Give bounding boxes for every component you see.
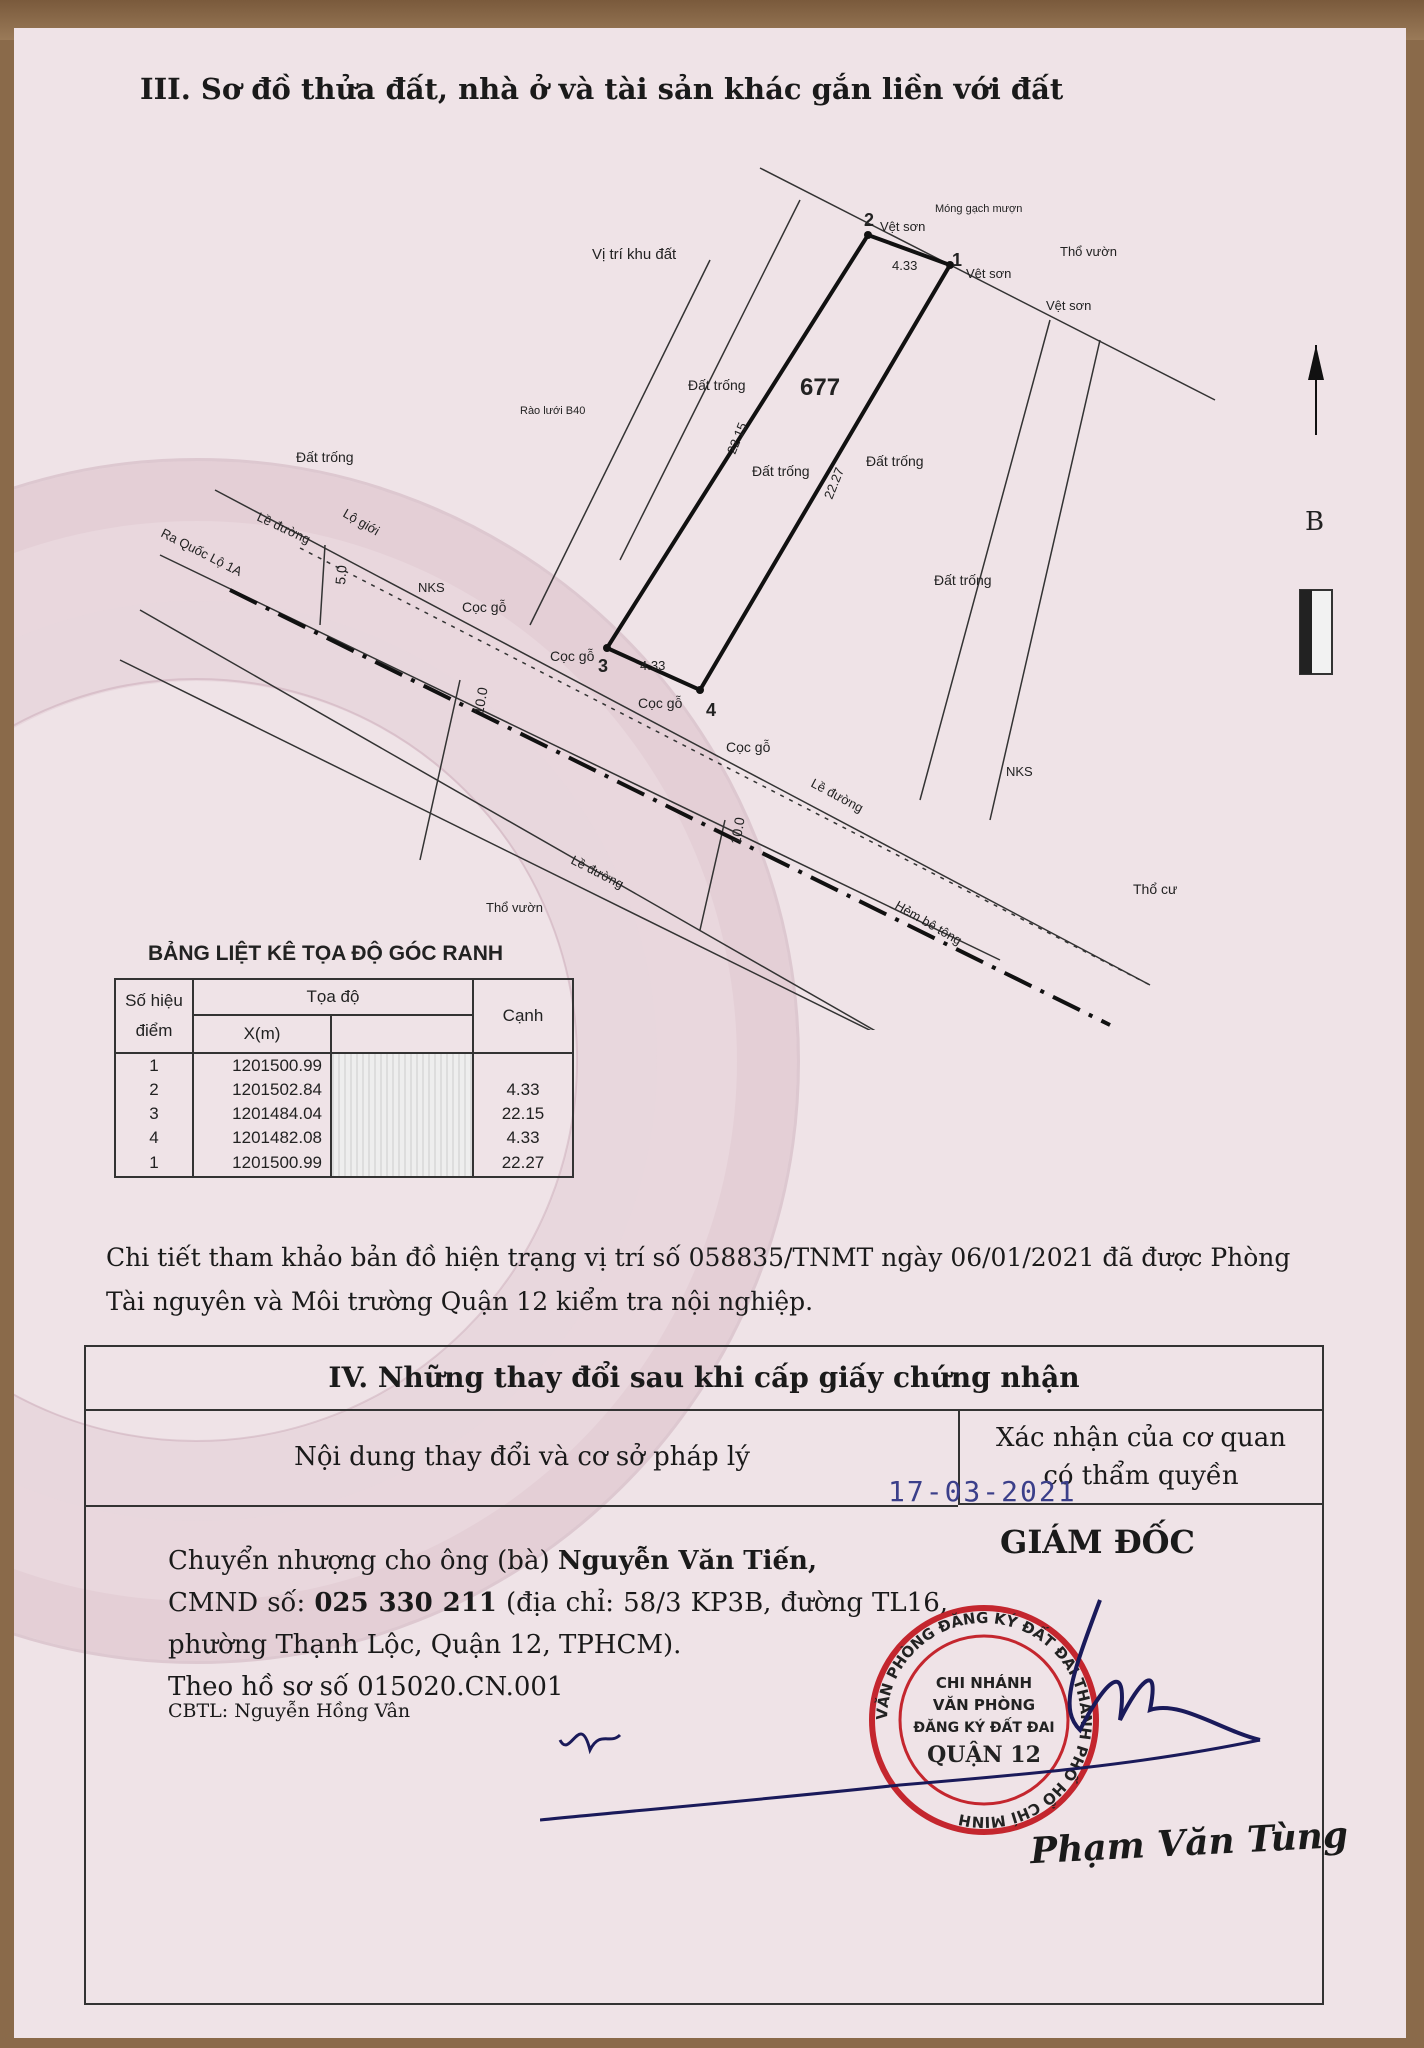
signatures [540, 1560, 1300, 1960]
row1-point: 1 [115, 1053, 193, 1078]
road-edge-4 [120, 660, 910, 1030]
north-arrow-icon [1308, 345, 1324, 435]
label-nks-2: NKS [1006, 764, 1033, 779]
label-ra-quoc-lo: Ra Quốc Lộ 1A [158, 525, 245, 580]
label-hem-be-tong: Hẻm bê tông [892, 897, 965, 948]
street-dim-1 [420, 680, 460, 860]
seal-l3: ĐĂNG KÝ ĐẤT ĐAI [913, 1720, 1055, 1736]
position-title: GIÁM ĐỐC [1000, 1523, 1195, 1561]
th-edge: Cạnh [473, 979, 573, 1053]
label-tho-cu: Thổ cư [1133, 881, 1178, 897]
th-y-blank [331, 1015, 473, 1053]
point-4-marker [696, 686, 704, 694]
row4-point: 4 [115, 1126, 193, 1150]
th-coord: Tọa độ [193, 979, 473, 1015]
label-dat-trong-3: Đất trống [752, 463, 810, 479]
north-bar-fill [1300, 590, 1312, 674]
point-3-marker [603, 644, 611, 652]
dim-street-1: 10.0 [470, 685, 491, 716]
dim-left: 22.15 [723, 420, 750, 457]
point-2-label: 2 [864, 210, 875, 230]
label-vet-son-1: Vệt sơn [966, 266, 1012, 281]
parcel-map [0, 150, 1424, 1030]
dim-top: 4.33 [892, 258, 918, 273]
point-3-label: 3 [598, 656, 609, 676]
dim-road: 5.0 [332, 564, 350, 586]
label-dat-trong-1: Đất trống [688, 377, 746, 393]
th-x: X(m) [193, 1015, 331, 1053]
cbtl-officer: CBTL: Nguyễn Hồng Vân [168, 1700, 411, 1722]
label-dat-trong-2: Đất trống [296, 449, 354, 465]
initial-2-icon [560, 1734, 620, 1750]
id-number: 025 330 211 [314, 1588, 497, 1618]
label-coc-go-2: Cọc gỗ [550, 648, 595, 664]
row3-point: 3 [115, 1102, 193, 1126]
label-nks-1: NKS [418, 580, 445, 595]
parcel-line-right [920, 320, 1050, 800]
label-le-duong-3: Lề đường [568, 852, 627, 892]
label-dat-trong-4: Đất trống [866, 453, 924, 469]
seal-l1: CHI NHÁNH [935, 1674, 1033, 1692]
label-coc-go-3: Cọc gỗ [638, 695, 683, 711]
id-prefix: CMND số: [168, 1588, 315, 1618]
dim-right: 22.27 [820, 465, 847, 502]
point-2-marker [864, 231, 872, 239]
edge-blank [473, 1053, 573, 1078]
dim-street-2: 10.0 [727, 815, 748, 846]
signature-underline-icon [540, 1740, 1260, 1820]
buyer-address: (địa chỉ: 58/3 KP3B, đường TL16, phường Thạnh Lộc, Quận 12, TPHCM). [168, 1588, 949, 1660]
section4-title: IV. Những thay đổi sau khi cấp giấy chứng nhận [86, 1347, 1322, 1411]
label-mong-gach: Móng gạch mượn [935, 203, 1023, 215]
edge-4: 22.27 [473, 1150, 573, 1177]
row2-point: 2 [115, 1078, 193, 1102]
seal-ring-text: VĂN PHÒNG ĐĂNG KÝ ĐẤT ĐAI THÀNH PHỐ HỒ CHÍ MINH [872, 1608, 1096, 1832]
edge-3: 4.33 [473, 1126, 573, 1150]
parcel-line-right2 [990, 340, 1100, 820]
date-stamp: 17-03-2021 [888, 1475, 1077, 1508]
north-label: B [1305, 507, 1325, 537]
reference-note: Chi tiết tham khảo bản đồ hiện trạng vị trí số 058835/TNMT ngày 06/01/2021 đã được Phòng Tài nguyên và Môi trường Quận 12 kiểm tra nội nghiệp. [106, 1243, 1291, 1316]
transfer-prefix: Chuyển nhượng cho ông (bà) [168, 1546, 558, 1576]
col-content-header: Nội dung thay đổi và cơ sở pháp lý [86, 1409, 958, 1507]
y-redacted [331, 1053, 473, 1177]
label-dat-trong-5: Đất trống [934, 572, 992, 588]
road-edge-3 [140, 610, 900, 1030]
dossier-number: Theo hồ sơ số 015020.CN.001 [168, 1672, 564, 1702]
label-tho-vuon-bottom: Thổ vườn [486, 900, 543, 915]
label-le-duong-2: Lề đường [808, 775, 866, 816]
parcel-line-left [530, 260, 710, 625]
row1-x: 1201500.99 [193, 1053, 331, 1078]
coord-table-title: BẢNG LIỆT KÊ TỌA ĐỘ GÓC RANH [148, 942, 504, 965]
road-width-dim [320, 545, 325, 625]
row4-x: 1201482.08 [193, 1126, 331, 1150]
section3-title: III. Sơ đồ thửa đất, nhà ở và tài sản khác gắn liền với đất [140, 72, 1064, 106]
label-rao-luoi: Rào lưới B40 [520, 405, 586, 417]
parcel-number: 677 [800, 374, 841, 401]
street-dim-2 [700, 820, 725, 930]
signer-name: Phạm Văn Tùng [1029, 1813, 1350, 1873]
label-vet-son-2: Vệt sơn [880, 219, 926, 234]
col-confirm-header: Xác nhận của cơ quan có thẩm quyền [960, 1409, 1322, 1505]
seal-l2: VĂN PHÒNG [932, 1696, 1036, 1714]
label-lo-gioi: Lộ giới [340, 505, 383, 539]
label-tho-vuon-top: Thổ vườn [1060, 244, 1117, 259]
dim-bottom: 4.33 [640, 658, 666, 673]
edge-2: 22.15 [473, 1102, 573, 1126]
director-signature-icon [1070, 1600, 1260, 1740]
road-edge-1 [215, 490, 1150, 985]
label-vi-tri: Vị trí khu đất [592, 246, 677, 263]
point-4-label: 4 [706, 700, 717, 720]
row5-point: 1 [115, 1150, 193, 1177]
row2-x: 1201502.84 [193, 1078, 331, 1102]
point-1-label: 1 [952, 250, 963, 270]
label-le-duong-1: Lề đường [254, 509, 313, 547]
seal-l4: QUẬN 12 [927, 1742, 1041, 1768]
label-vet-son-3: Vệt sơn [1046, 298, 1092, 313]
label-coc-go-1: Cọc gỗ [462, 599, 507, 615]
buyer-name: Nguyễn Văn Tiến, [557, 1546, 818, 1576]
th-point: Số hiệu điểm [115, 979, 193, 1053]
row3-x: 1201484.04 [193, 1102, 331, 1126]
label-coc-go-4: Cọc gỗ [726, 739, 771, 755]
row5-x: 1201500.99 [193, 1150, 331, 1177]
edge-1: 4.33 [473, 1078, 573, 1102]
coord-table [114, 978, 574, 1178]
